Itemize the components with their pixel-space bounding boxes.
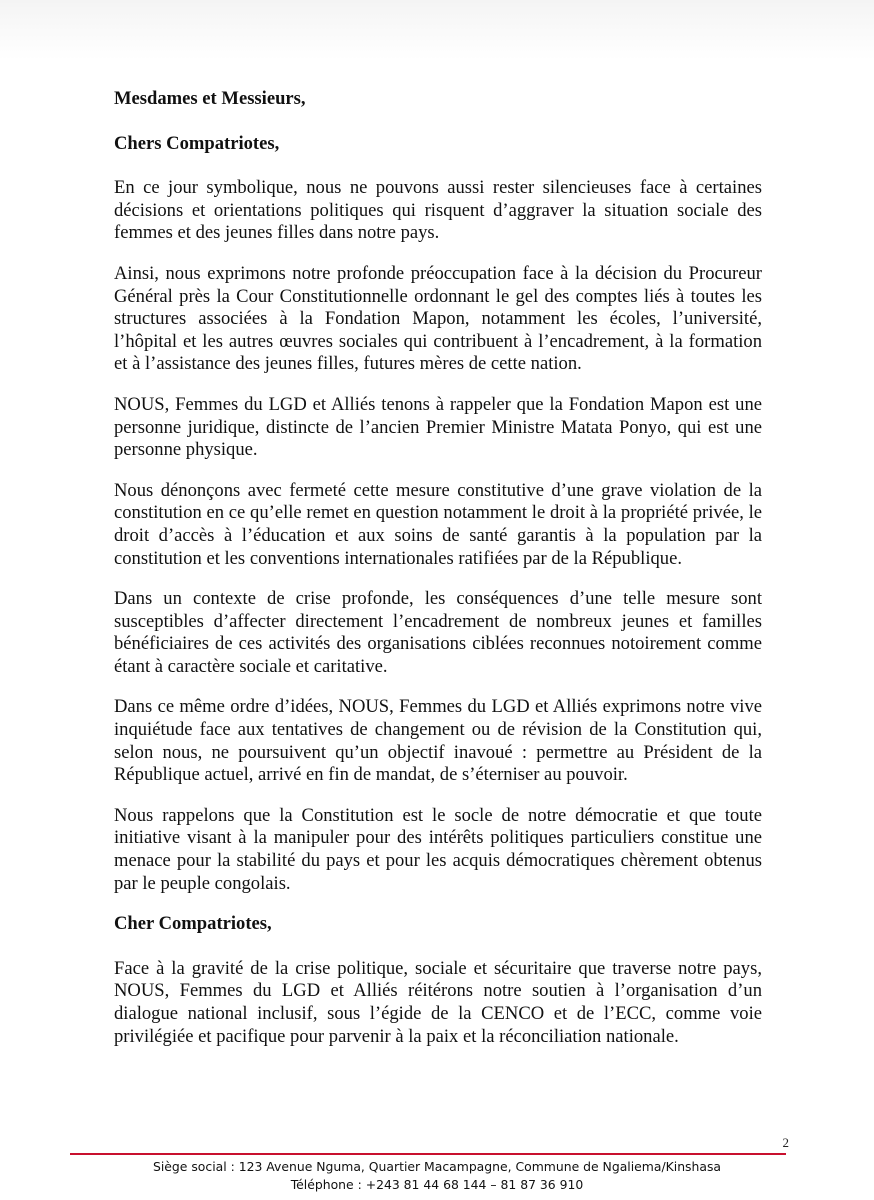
paragraph-frozen-accounts: Ainsi, nous exprimons notre profonde préoccupation face à la décision du Procureur Général près la Cour Constitutionnelle ordonnant le gel des comptes liés à toutes les structures associées à la Fondation Mapon, notamment les écoles, l’université, l’hôpital et les autres œuvres sociales qui contribuent à l’encadrement, à la formation et à l’assistance des jeunes filles, futures mères de cette nation. bbox=[114, 262, 762, 375]
paragraph-democracy: Nous rappelons que la Constitution est le socle de notre démocratie et que toute initiative visant à la manipuler pour des intérêts politiques particuliers constitue une menace pour la stabilité du pays et pour les acquis démocratiques chèrement obtenus par le peuple congolais. bbox=[114, 804, 762, 894]
footer bbox=[0, 1158, 874, 1194]
footer-address: Siège social : 123 Avenue Nguma, Quartier Macampagne, Commune de Ngaliema/Kinshasa bbox=[152, 1159, 722, 1174]
paragraph-crisis-context: Dans un contexte de crise profonde, les conséquences d’une telle mesure sont susceptibles d’affecter directement l’encadrement de nombreux jeunes et familles bénéficiaires de ces activités des organisations ciblées reconnues notoirement comme étant à caractère sociale et caritative. bbox=[114, 588, 762, 677]
salutation-compatriots-closing: Cher Compatriotes, bbox=[114, 913, 272, 935]
footer-phone: Téléphone : +243 81 44 68 144 – 81 87 36 910 bbox=[290, 1177, 584, 1192]
paragraph-symbolic-day: En ce jour symbolique, nous ne pouvons aussi rester silencieuses face à certaines décisions et orientations politiques qui risquent d’aggraver la situation sociale des femmes et des jeunes filles dans notre pays. bbox=[114, 177, 762, 244]
page-number: 2 bbox=[782, 1135, 789, 1150]
salutation-compatriots: Chers Compatriotes, bbox=[114, 132, 280, 154]
paragraph-national-dialogue: Face à la gravité de la crise politique, sociale et sécuritaire que traverse notre pays, NOUS, Femmes du LGD et Alliés réitérons notre soutien à l’organisation d’un dialogue national inclusif, sous l’égide de la CENCO et de l’ECC, comme voie privilégiée et pacifique pour parvenir à la paix et la réconciliation nationale. bbox=[114, 957, 762, 1047]
salutation-ladies-gentlemen: Mesdames et Messieurs, bbox=[114, 88, 306, 109]
letter-body bbox=[114, 88, 762, 1066]
paragraph-constitution-revision: Dans ce même ordre d’idées, NOUS, Femmes du LGD et Alliés exprimons notre vive inquiétude face aux tentatives de changement ou de révision de la Constitution qui, selon nous, ne poursuivent qu’un objectif inavoué : permettre au Président de la République actuel, arrivé en fin de mandat, de s’éterniser au pouvoir. bbox=[114, 696, 762, 786]
paragraph-violation: Nous dénonçons avec fermeté cette mesure constitutive d’une grave violation de la constitution en ce qu’elle remet en question notamment le droit à la propriété privée, le droit d’accès à l’éducation et aux soins de santé garantis à la population par la constitution et les conventions internationales ratifiées par de la République. bbox=[114, 479, 762, 569]
footer-divider bbox=[70, 1153, 786, 1155]
paragraph-legal-entity: NOUS, Femmes du LGD et Alliés tenons à rappeler que la Fondation Mapon est une personne juridique, distincte de l’ancien Premier Ministre Matata Ponyo, qui est une personne physique. bbox=[114, 393, 762, 461]
